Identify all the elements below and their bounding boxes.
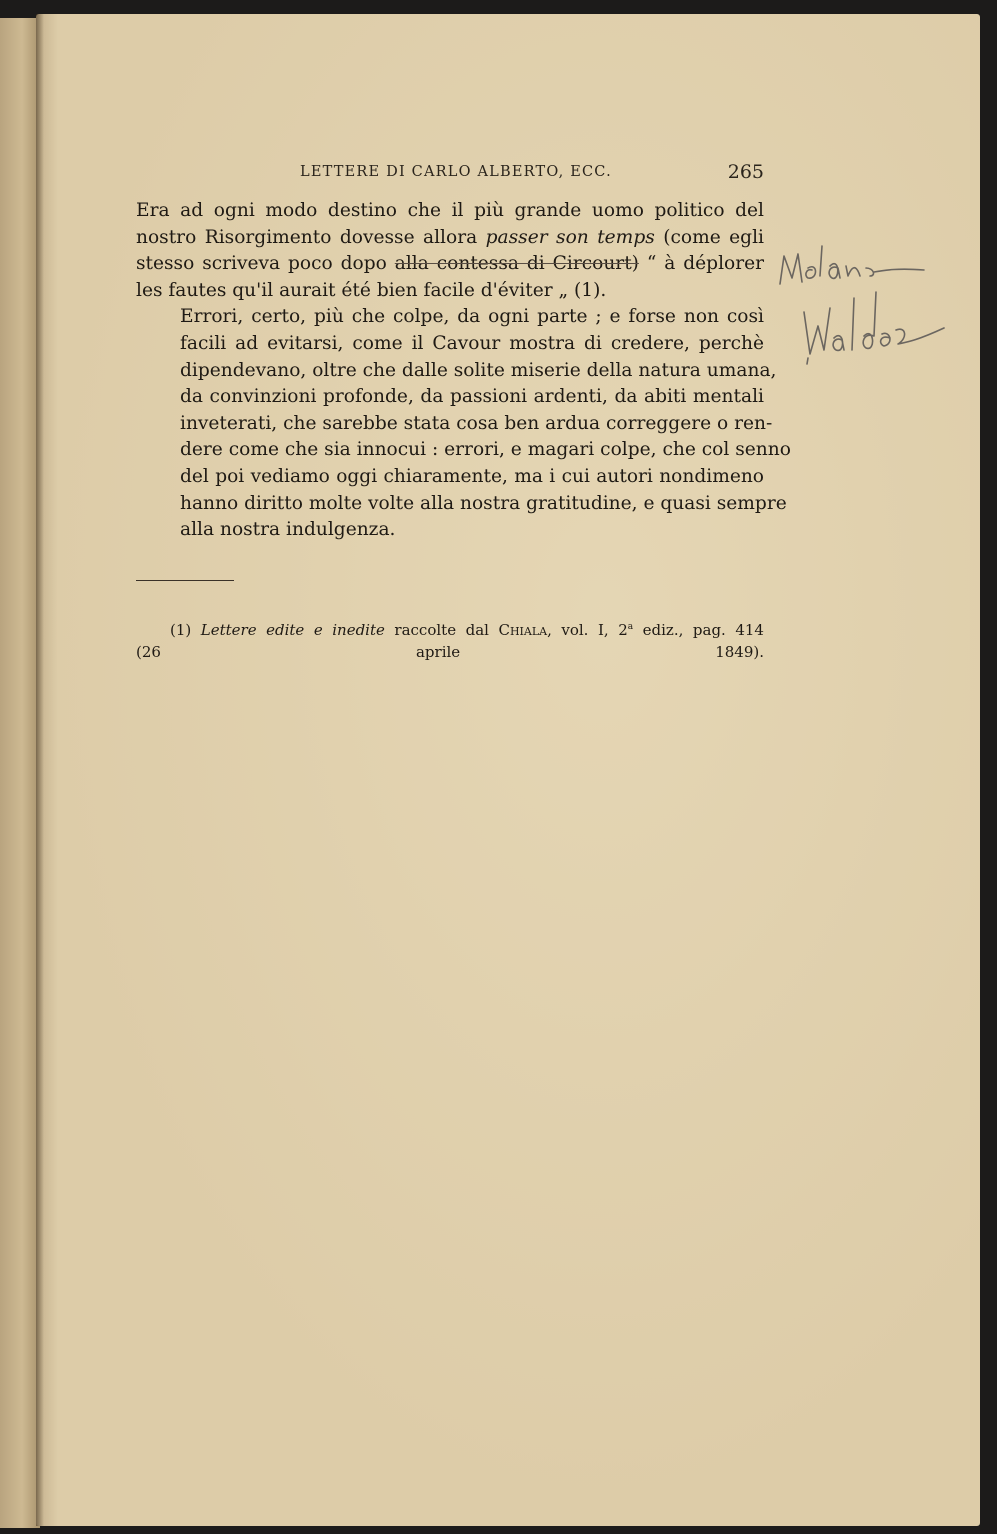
- text-line: dipendevano, oltre che dalle solite miserie della natura umana,: [180, 359, 777, 381]
- text-span: , vol. I, 2: [547, 621, 628, 639]
- pencil-marginalia: [778, 232, 958, 382]
- text-span: ediz., pag. 414: [633, 621, 764, 639]
- footnote-marker: (1): [170, 621, 192, 639]
- struck-through-text: alla contessa di Circourt): [394, 253, 639, 275]
- text-line: [136, 225, 764, 252]
- text-line: hanno diritto molte volte alla nostra gratitudine, e quasi sempre: [180, 492, 787, 514]
- text-line: inveterati, che sarebbe stata cosa ben ardua correggere o ren-: [180, 412, 773, 434]
- text-span: (come egli: [654, 226, 764, 248]
- text-span: nostro Risorgimento dovesse allora: [136, 226, 486, 248]
- superscript: a: [627, 622, 634, 632]
- paragraph-2: [136, 304, 791, 543]
- body-text: [136, 198, 791, 544]
- italic-phrase: passer son temps: [485, 226, 655, 248]
- text-line: facili ad evitarsi, come il Cavour mostra di credere, perchè: [180, 332, 764, 354]
- text-line: Era ad ogni modo destino che il più grande uomo politico del: [136, 200, 764, 221]
- marginalia-waldor-stroke: [804, 292, 944, 354]
- text-line: del poi vediamo oggi chiaramente, ma i cui autori nondimeno: [180, 465, 764, 487]
- text-line: [136, 251, 764, 278]
- footnote-author: Chiala: [498, 621, 548, 639]
- running-head: LETTERE DI CARLO ALBERTO, ECC.: [300, 164, 612, 180]
- text-line: les fautes qu'il aurait été bien facile d'éviter „ (1).: [136, 279, 607, 301]
- text-line: da convinzioni profonde, da passioni ardenti, da abiti mentali: [180, 386, 764, 408]
- marginalia-melania-stroke: [780, 246, 924, 284]
- facing-page-edge: [0, 18, 40, 1528]
- text-line: Errori, certo, più che colpe, da ogni parte ; e forse non così: [180, 306, 764, 328]
- footnote-line: (26 aprile 1849).: [136, 643, 764, 661]
- page-number: 265: [727, 161, 764, 183]
- footnote-title: Lettere edite e inedite: [200, 621, 385, 639]
- paragraph-1: [136, 198, 764, 304]
- footnote-line: [136, 616, 764, 641]
- text-span: “ à déplorer: [638, 253, 764, 275]
- text-span: raccolte dal: [384, 621, 499, 639]
- gutter-shadow: [36, 14, 44, 1526]
- page-header: [136, 161, 764, 185]
- footnote: [136, 616, 764, 663]
- text-line: alla nostra indulgenza.: [180, 519, 396, 541]
- text-line: dere come che sia innocui : errori, e magari colpe, che col senno: [180, 439, 791, 461]
- text-span: stesso scriveva poco dopo: [136, 253, 395, 275]
- footnote-rule: [136, 580, 234, 581]
- pencil-tick: [807, 358, 808, 364]
